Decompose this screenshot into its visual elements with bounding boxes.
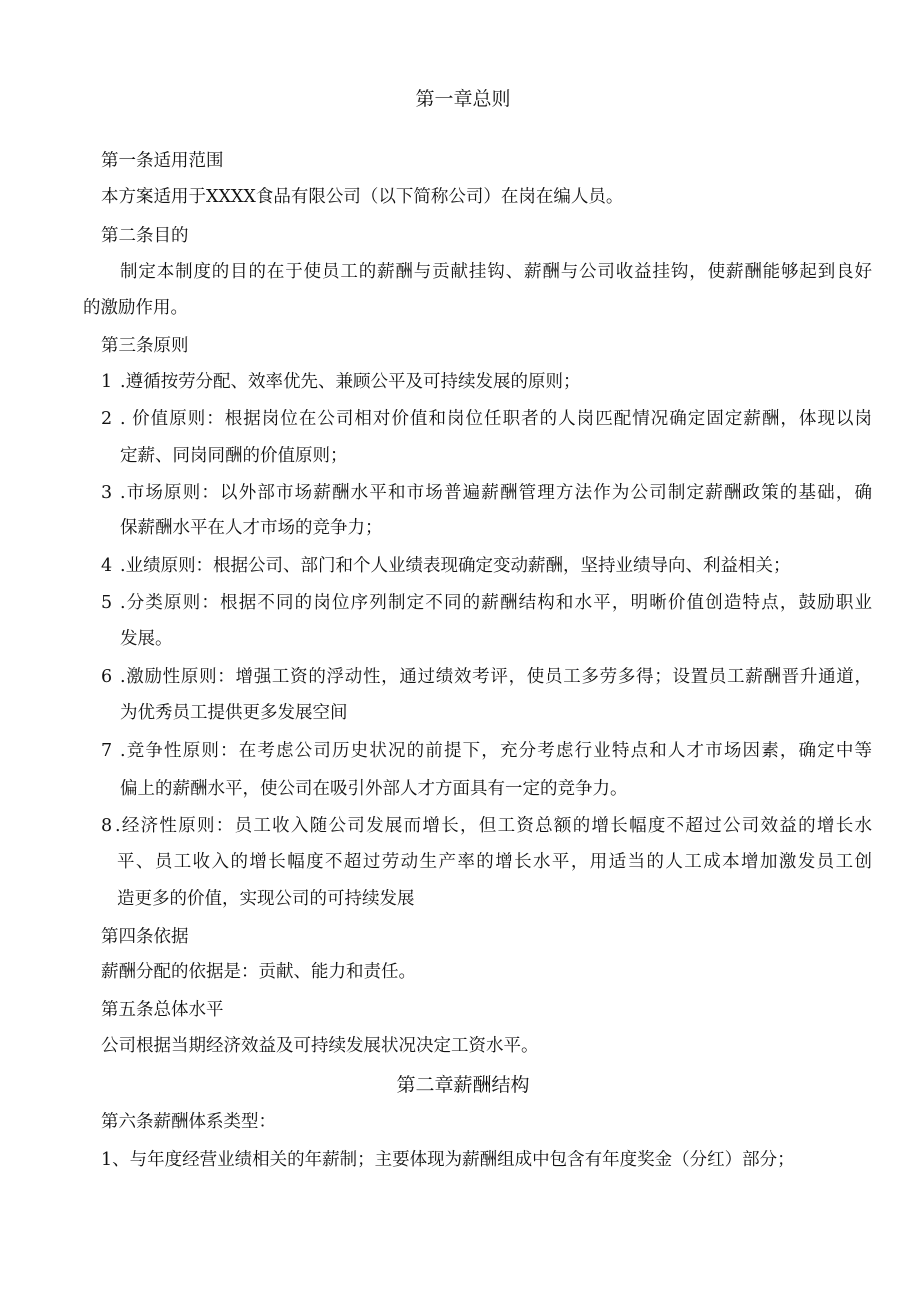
article-heading: 第一条适用范围: [101, 151, 224, 171]
paragraph-line: 的激励作用。: [83, 298, 188, 318]
list-text: .遵循按劳分配、效率优先、兼顾公平及可持续发展的原则；: [120, 372, 581, 392]
list-number: 1: [101, 372, 113, 392]
list-item: [101, 408, 872, 430]
list-text: .分类原则：根据不同的岗位序列制定不同的薪酬结构和水平，明晰价值创造特点，鼓励职业: [120, 593, 872, 613]
list-continuation: 发展。: [120, 629, 173, 649]
list-item: [101, 371, 581, 393]
list-number: 5: [101, 593, 113, 613]
article-heading: 第四条依据: [101, 927, 189, 947]
article-heading: 第二条目的: [101, 226, 189, 246]
list-text: .竞争性原则：在考虑公司历史状况的前提下，充分考虑行业特点和人才市场因素，确定中等: [120, 741, 872, 761]
list-continuation: 为优秀员工提供更多发展空间: [120, 703, 348, 723]
list-number: 7: [101, 741, 113, 761]
list-text: .经济性原则：员工收入随公司发展而增长，但工资总额的增长幅度不超过公司效益的增长水: [115, 816, 872, 836]
article-heading: 第六条薪酬体系类型：: [101, 1112, 276, 1132]
list-item: [101, 666, 872, 688]
chapter-title: 第二章薪酬结构: [396, 1074, 530, 1096]
list-text: .市场原则：以外部市场薪酬水平和市场普遍薪酬管理方法作为公司制定薪酬政策的基础，确: [120, 483, 872, 503]
list-item: [101, 815, 872, 837]
list-number: 3: [101, 483, 113, 503]
list-continuation: 平、员工收入的增长幅度不超过劳动生产率的增长水平，用适当的人工成本增加激发员工创: [117, 852, 872, 872]
paragraph-line: 制定本制度的目的在于使员工的薪酬与贡献挂钩、薪酬与公司收益挂钩，使薪酬能够起到良好: [120, 262, 872, 282]
list-continuation: 定薪、同岗同酬的价值原则；: [120, 446, 348, 466]
paragraph: 薪酬分配的依据是：贡献、能力和责任。: [101, 962, 416, 982]
list-continuation: 偏上的薪酬水平，使公司在吸引外部人才方面具有一定的竞争力。: [120, 779, 628, 799]
list-number: 2: [101, 409, 113, 429]
list-number: 8: [101, 816, 113, 836]
list-continuation: 造更多的价值，实现公司的可持续发展: [117, 889, 415, 909]
article-heading: 第五条总体水平: [101, 1000, 224, 1020]
list-text: . 价值原则：根据岗位在公司相对价值和岗位任职者的人岗匹配情况确定固定薪酬，体现以岗: [120, 409, 872, 429]
paragraph: 公司根据当期经济效益及可持续发展状况决定工资水平。: [101, 1036, 539, 1056]
paragraph: 1、与年度经营业绩相关的年薪制；主要体现为薪酬组成中包含有年度奖金（分红）部分；: [101, 1150, 795, 1170]
list-number: 4: [101, 556, 113, 576]
list-item: [101, 555, 791, 577]
article-heading: 第三条原则: [101, 336, 189, 356]
list-item: [101, 482, 872, 504]
list-text: .激励性原则：增强工资的浮动性，通过绩效考评，使员工多劳多得；设置员工薪酬晋升通道，: [120, 667, 872, 687]
list-continuation: 保薪酬水平在人才市场的竞争力；: [120, 518, 383, 538]
list-item: [101, 740, 872, 762]
list-item: [101, 592, 872, 614]
list-number: 6: [101, 667, 113, 687]
chapter-title: 第一章总则: [415, 88, 511, 110]
paragraph: 本方案适用于XXXX食品有限公司（以下简称公司）在岗在编人员。: [101, 187, 624, 207]
list-text: .业绩原则：根据公司、部门和个人业绩表现确定变动薪酬，坚持业绩导向、利益相关；: [120, 556, 791, 576]
